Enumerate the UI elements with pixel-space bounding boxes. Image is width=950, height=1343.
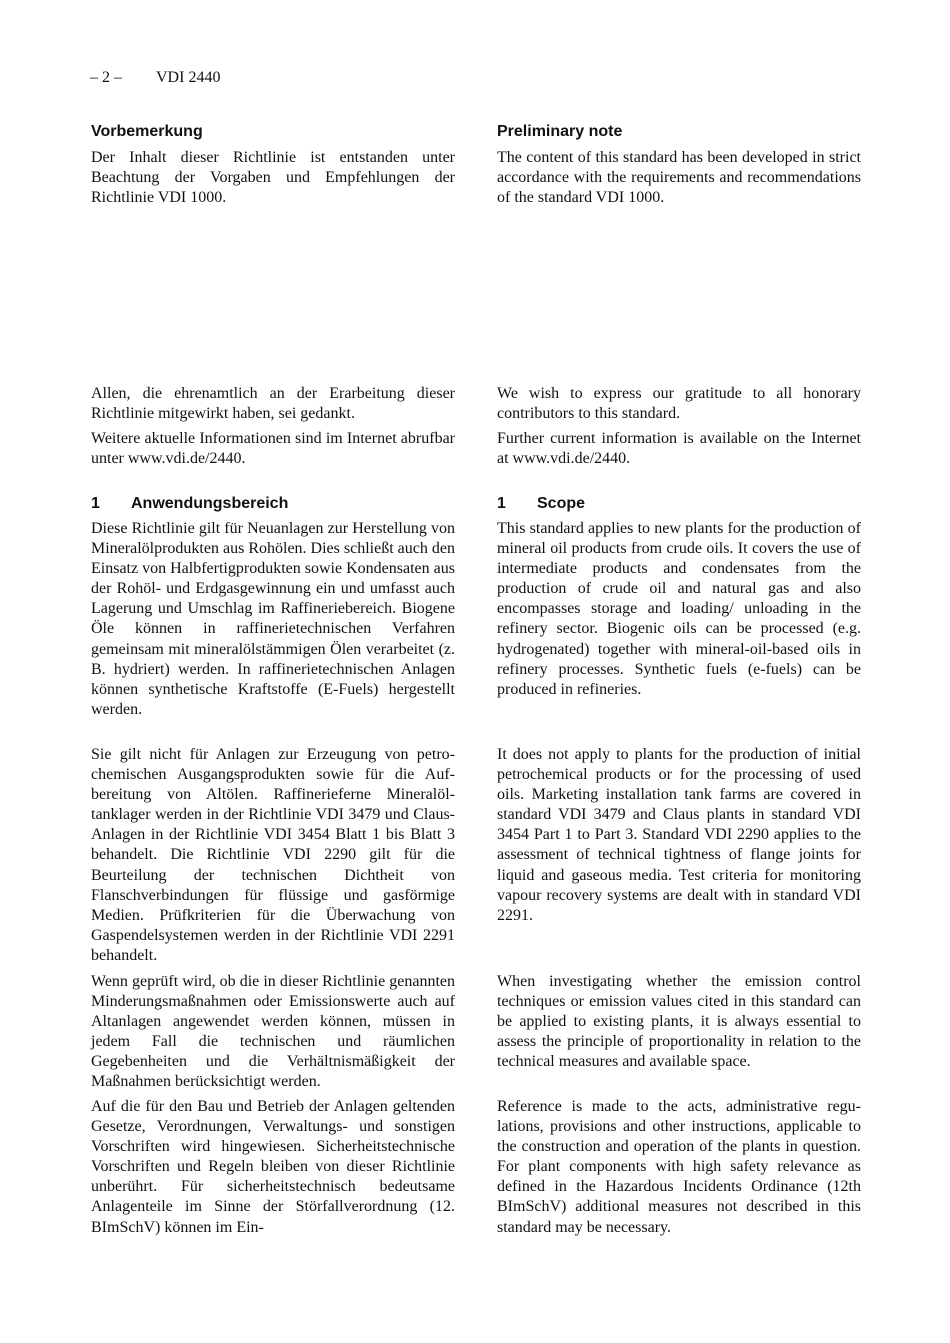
german-preliminary-heading: Vorbemerkung (91, 123, 203, 140)
english-scope-number: 1 (497, 495, 506, 512)
german-preliminary-text: Der Inhalt dieser Richtlinie ist entstanden unter Beachtung der Vorgaben und Empfehlungen der Richtlinie VDI 1000. (91, 149, 455, 207)
english-info-text: Further current information is available on the Internet at www.vdi.de/2440. (497, 430, 861, 468)
german-info-text: Weitere aktuelle Informationen sind im Internet abrufbar unter www.vdi.de/2440. (91, 430, 455, 468)
german-scope-paragraph-1: Diese Richtlinie gilt für Neuanlagen zur Herstellung von Mineralölprodukten aus Rohölen. Dies schließt auch den Einsatz von Halbfertigprodukten sowie Kondensaten aus der Rohöl- und Erdgasgewinnung ein und umfasst auch Lagerung und Umschlag im Raffineriebereich. Biogene Öle können in raffinerietechnischen Verfahren gemeinsam mit mineralölstämmigen Ölen verarbeitet (z. B. hydriert) werden. In raffinerietechnischen Anlagen können synthetische Kraftstoffe (E-Fuels) hergestellt werden. (91, 520, 455, 718)
english-scope-paragraph-4: Reference is made to the acts, administrative regulations, provisions and other instructions, applicable to the construction and operation of the plants in question. For plant components with high safety relevance as defined in the Hazardous Incidents Ordinance (12th BImSchV) additional measures not described in this standard may be necessary. (497, 1098, 861, 1236)
german-scope-number: 1 (91, 495, 100, 512)
german-scope-paragraph-3: Wenn geprüft wird, ob die in dieser Richtlinie genannten Minderungsmaßnahmen oder Emissionswerte auch auf Altanlagen angewendet werden können, müssen in jedem Fall die technischen und räumlichen Gegebenheiten und die Verhältnismäßigkeit der Maßnahmen berücksichtigt werden. (91, 973, 455, 1091)
english-scope-paragraph-1: This standard applies to new plants for the production of mineral oil products from crude oils. It covers the use of intermediate products and condensates from the production of crude oil and natural gas and also encompasses storage and loading/ unloading in the refinery sector. Biogenic oils can be processed (e.g. hydrogenated) together with mineral-oil-based oils in refinery processes. Synthetic fuels (e-fuels) can be produced in refineries. (497, 520, 861, 698)
english-thanks-text: We wish to express our gratitude to all honorary contributors to this standard. (497, 385, 861, 423)
english-scope-title: Scope (537, 495, 586, 512)
german-scope-paragraph-2: Sie gilt nicht für Anlagen zur Erzeugung von petrochemischen Ausgangsprodukten sowie für die Aufbereitung von Altölen. Raffinerieferne Mineralöltanklager werden in der Richtlinie VDI 3479 und Claus-Anlagen in der Richtlinie VDI 3454 Blatt 1 bis Blatt 3 behandelt. Die Richtlinie VDI 2290 gilt für die Beurteilung der technischen Dichtheit von Flanschverbindungen für flüssige und gasförmige Medien. Prüfkriterien für die Überwachung von Gaspendelsystemen werden in der Richtlinie VDI 2291 behandelt. (91, 746, 455, 964)
english-scope-paragraph-2: It does not apply to plants for the production of initial petrochemical products or for the processing of used oils. Marketing installation tank farms are covered in standard VDI 3479 and Claus plants in standard VDI 3454 Part 1 to Part 3. Standard VDI 2290 applies to the assessment of technical tightness of flange joints for liquid and gaseous media. Test criteria for monitoring vapour recovery systems are dealt with in standard VDI 2291. (497, 746, 861, 924)
english-column (497, 0, 861, 1343)
german-thanks-text: Allen, die ehrenamtlich an der Erarbeitung dieser Richtlinie mitgewirkt haben, sei gedankt. (91, 385, 455, 423)
german-scope-title: Anwendungsbereich (131, 495, 289, 512)
english-scope-heading (497, 494, 861, 514)
page-number: – 2 – (90, 69, 122, 86)
german-column (91, 0, 455, 1343)
english-preliminary-heading: Preliminary note (497, 123, 623, 140)
german-scope-heading (91, 494, 455, 514)
english-scope-paragraph-3: When investigating whether the emission control techniques or emission values cited in this standard can be applied to existing plants, it is always essential to assess the principle of proportionality in relation to the technical measures and available space. (497, 973, 861, 1071)
english-preliminary-text: The content of this standard has been developed in strict accordance with the requirements and recommendations of the standard VDI 1000. (497, 149, 861, 207)
german-scope-paragraph-4: Auf die für den Bau und Betrieb der Anlagen geltenden Gesetze, Verordnungen, Verwaltungs- und sonstigen Vorschriften wird hingewiesen. Sicherheitstechnische Vorschriften und Regeln bleiben von dieser Richtlinie unberührt. Für sicherheitstechnisch bedeutsame Anlagenteile im Sinne der Störfallverordnung (12. BImSchV) können im Ein- (91, 1098, 455, 1236)
document-id: VDI 2440 (156, 69, 221, 86)
